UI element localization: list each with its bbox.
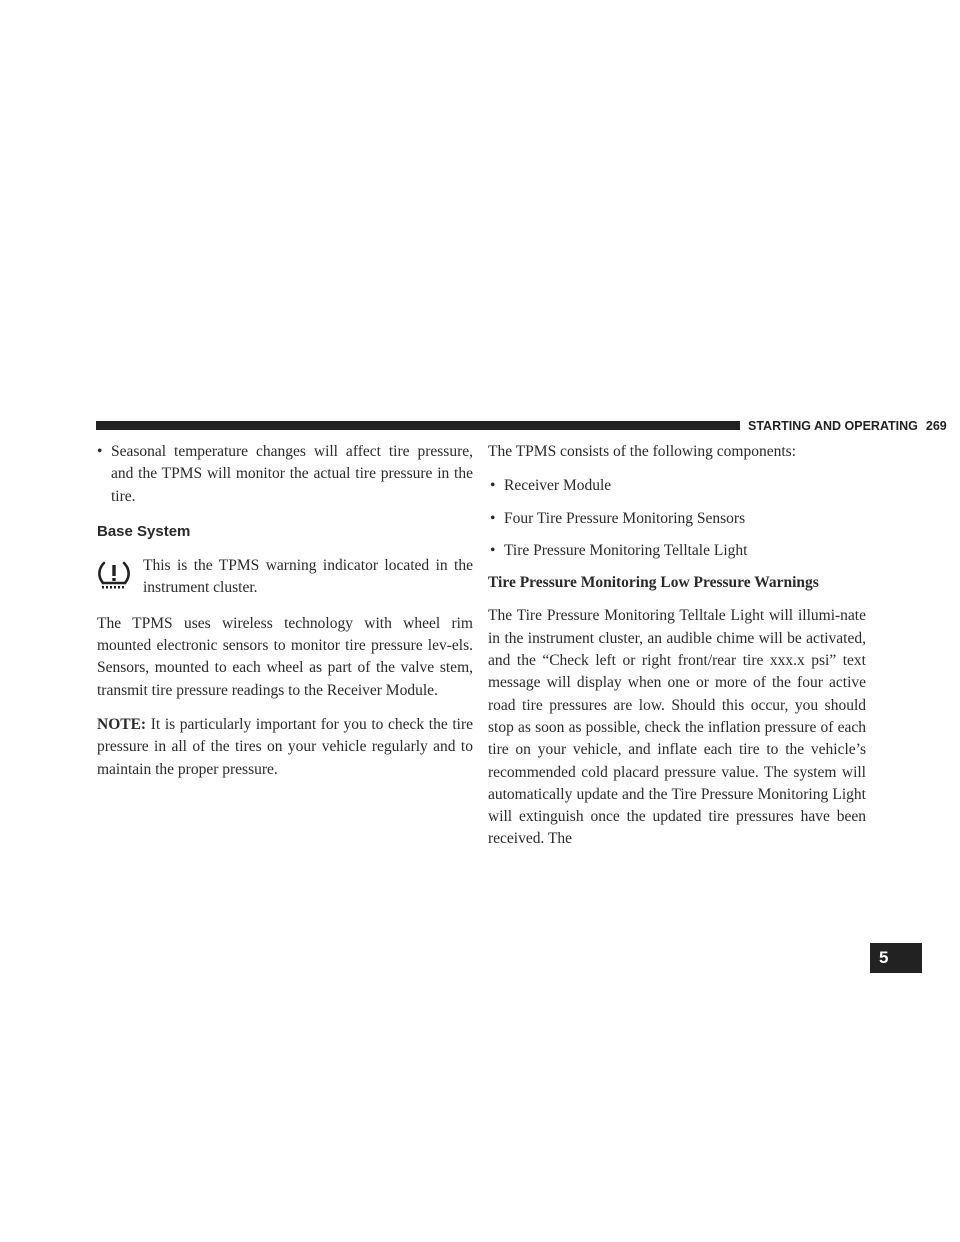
body-paragraph: The TPMS uses wireless technology with wheel rim mounted electronic sensors to monitor tire pressure lev-els. Sensors, mounted to each wheel as part of the valve stem, transmit tire pressure readings to the Receiver Module. bbox=[97, 614, 473, 699]
section-heading: Base System bbox=[97, 522, 191, 540]
running-header bbox=[740, 418, 947, 434]
tpms-warning-icon bbox=[97, 559, 131, 589]
left-column bbox=[97, 441, 473, 793]
list-item bbox=[488, 475, 866, 497]
list-item bbox=[97, 441, 473, 508]
page-number: 269 bbox=[925, 419, 947, 433]
bullet-glyph: • bbox=[490, 477, 496, 495]
components-intro: The TPMS consists of the following components: bbox=[488, 443, 796, 460]
bullet-glyph: • bbox=[97, 443, 103, 460]
note-text: It is particularly important for you to check the tire pressure in all of the tires on your vehicle regularly and to maintain the proper pressure. bbox=[97, 715, 474, 778]
chapter-tab bbox=[870, 943, 922, 973]
header-rule bbox=[96, 421, 848, 430]
indicator-caption: This is the TPMS warning indicator located in the instrument cluster. bbox=[143, 557, 473, 597]
list-item-text: Receiver Module bbox=[504, 477, 612, 495]
right-column bbox=[488, 441, 866, 851]
list-item-text: Seasonal temperature changes will affect tire pressure, and the TPMS will monitor the actual tire pressure in the tire. bbox=[111, 443, 473, 505]
list-item-text: Four Tire Pressure Monitoring Sensors bbox=[504, 509, 746, 527]
indicator-row bbox=[97, 555, 473, 600]
body-paragraph: The Tire Pressure Monitoring Telltale Light will illumi-nate in the instrument cluster, an audible chime will be activated, and the “Check left or right front/rear tire xxx.x psi” text message will display when one or more of the four active road tire pressures are low. Should this occur, you should stop as soon as possible, check the inflation pressure of each tire on your vehicle, and inflate each tire to the vehicle’s recommended cold placard pressure value. The system will automatically update and the Tire Pressure Monitoring Light will extinguish once the updated tire pressures have been received. The bbox=[488, 607, 866, 848]
list-item bbox=[488, 508, 866, 530]
bullet-glyph: • bbox=[490, 509, 496, 527]
note-label: NOTE: bbox=[97, 715, 147, 733]
bullet-glyph: • bbox=[490, 541, 496, 559]
note-paragraph bbox=[97, 714, 473, 781]
list-item-text: Tire Pressure Monitoring Telltale Light bbox=[504, 541, 748, 559]
chapter-number: 5 bbox=[879, 948, 889, 967]
section-title: STARTING AND OPERATING bbox=[748, 419, 918, 433]
subsection-heading: Tire Pressure Monitoring Low Pressure Warnings bbox=[488, 574, 819, 592]
list-item bbox=[488, 540, 866, 562]
